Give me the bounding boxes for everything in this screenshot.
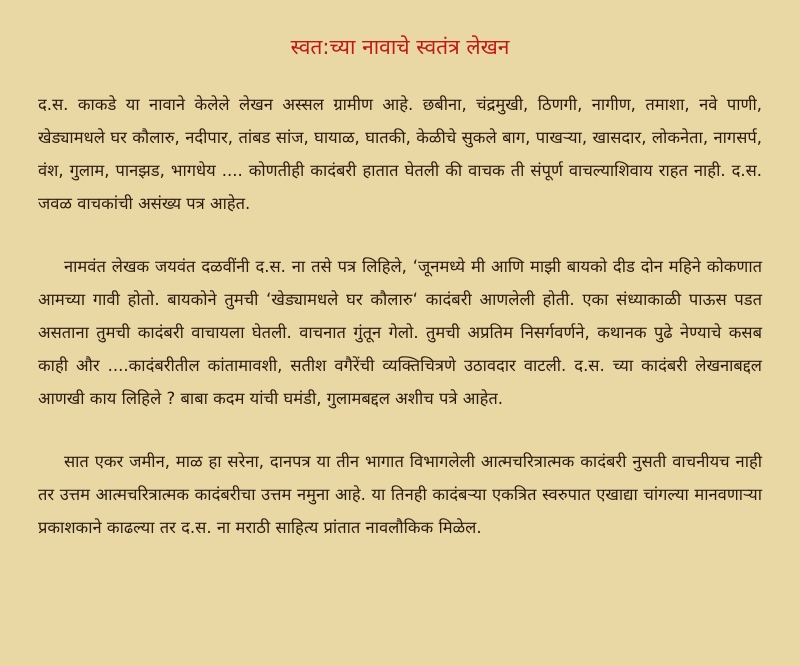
- paragraph-dalvi-letter: नामवंत लेखक जयवंत दळवींनी द.स. ना तसे पत्र लिहिले, ‘जूनमध्ये मी आणि माझी बायको दीड दोन महिने कोकणात आमच्या गावी होतो. बायकोने तुमची ‘खेड्यामधले घर कौलारु‘ कादंबरी आणलेली होती. एका संध्याकाळी पाऊस पडत असताना तुमची कादंबरी वाचायला घेतली. वाचनात गुंतून गेलो. तुमची अप्रतिम निसर्गवर्णने, कथानक पुढे नेण्याचे कसब काही और ....कादंबरीतील कांतामावशी, सतीश वगैरेंची व्यक्तिचित्रणे उठावदार वाटली. द.स. च्या कादंबरी लेखनाबद्दल आणखी काय लिहिले ? बाबा कदम यांची घमंडी, गुलामबद्दल अशीच पत्रे आहेत.: [38, 257, 762, 408]
- paragraph-intro: द.स. काकडे या नावाने केलेले लेखन अस्सल ग्रामीण आहे. छबीना, चंद्रमुखी, ठिणगी, नागीण, तमाशा, नवे पाणी, खेड्यामधले घर कौलारु, नदीपार, तांबड सांज, घायाळ, घातकी, केळीचे सुकले बाग, पाखऱ्या, खासदार, लोकनेता, नागसर्प, वंश, गुलाम, पानझड, भागधेय .... कोणतीही कादंबरी हातात घेतली की वाचक ती संपूर्ण वाचल्याशिवाय राहत नाही. द.स. जवळ वाचकांची असंख्य पत्र आहेत.: [38, 95, 762, 213]
- paragraph-autobiography: सात एकर जमीन, माळ हा सरेना, दानपत्र या तीन भागात विभागलेली आत्मचरित्रात्मक कादंबरी नुसती वाचनीयच नाही तर उत्तम आत्मचरित्रात्मक कादंबरीचा उत्तम नमुना आहे. या तिनही कादंबऱ्या एकत्रित स्वरुपात एखाद्या चांगल्या मानवणाऱ्या प्रकाशकाने काढल्या तर द.स. ना मराठी साहित्य प्रांतात नावलौकिक मिळेल.: [38, 452, 762, 537]
- page-title: स्वत:च्या नावाचे स्वतंत्र लेखन: [290, 35, 510, 59]
